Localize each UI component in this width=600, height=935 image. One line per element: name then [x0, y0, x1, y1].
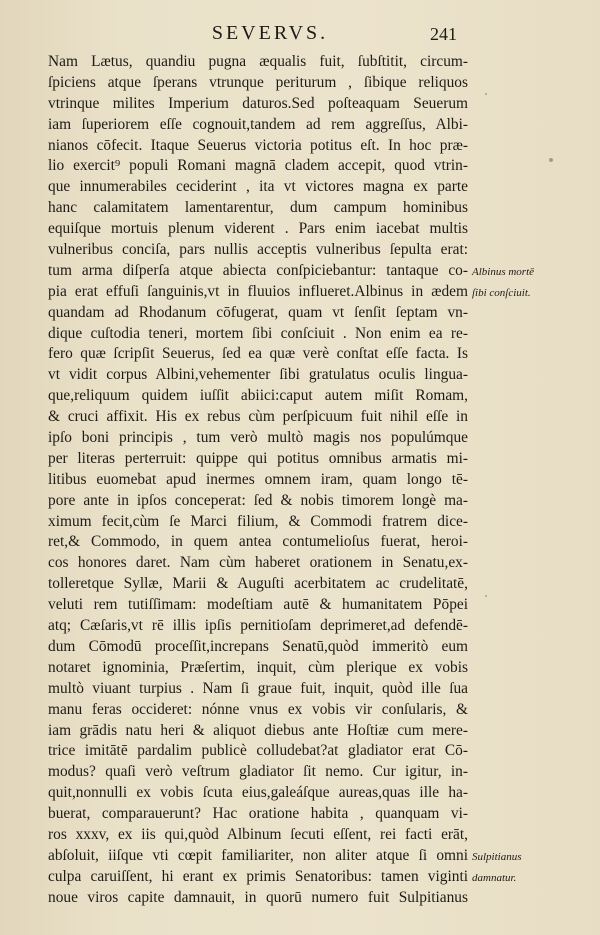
- text-line: tum arma diſperſa atque abiecta conſpiciebantur: tantaque co-: [48, 261, 468, 279]
- text-line: Nam Lætus, quandiu pugna æqualis fuit, ſubſtitit, circum-: [48, 53, 468, 70]
- text-line: pore ante in ipſos conceperat: ſed & nobis timorem longè ma-: [48, 491, 468, 509]
- text-line: ſpiciens atque ſperans vtrunque periturum , ſibique reliquos: [48, 73, 468, 91]
- text-line: trice imitātē pardalim publicè colludebat?at gladiator erat Cō-: [48, 742, 468, 760]
- ink-speck: [485, 93, 487, 95]
- margin-note: Sulpitianus: [472, 851, 522, 864]
- text-line: cos honores daret. Nam cùm haberet orationem in Senatu,ex-: [48, 554, 468, 572]
- text-line: equiſque mortuis plenum viderent . Pars enim iacebat multis: [48, 220, 468, 238]
- text-line: modus? quaſi verò veſtrum gladiator ſit nemo. Cur igitur, in-: [48, 763, 468, 781]
- text-line: iam ſuperiorem eſſe cognouit,tandem ad rem aggreſſus, Albi-: [48, 115, 468, 133]
- text-line: lio exercit⁹ populi Romani magnā cladem accepit, quod vtrin-: [48, 157, 468, 175]
- text-line: per literas perterruit: quippe qui potitus omnibus armatis mi-: [48, 449, 468, 467]
- text-line: ximum fecit,cùm ſe Marci filium, & Commodi fratrem dice-: [48, 512, 468, 530]
- text-line: multò viuant turpius . Nam ſi graue fuit, inquit, quòd ille ſua: [48, 679, 468, 697]
- text-line: atq; Cæſaris,vt rē illis ipſis pernitioſam deprimeret,ad defendē-: [48, 617, 468, 635]
- text-line: fero quæ ſcripſit Seuerus, ſed ea quæ verè conſtat eſſe facta. Is: [48, 345, 468, 363]
- text-line: buerat, comparauerunt? Hac oratione habita , quanquam vi-: [48, 805, 468, 823]
- text-line: notaret ignominia, Præſertim, inquit, cùm plerique ex vobis: [48, 658, 468, 676]
- text-line: nianos cōfecit. Itaque Seuerus victoria potitus eſt. In hoc præ-: [48, 136, 468, 154]
- margin-note: Albinus mortē: [472, 266, 535, 278]
- text-line: tolleretque Syllæ, Marii & Auguſti acerbitatem ac crudelitatē,: [48, 575, 468, 593]
- text-line: pia erat effuſi ſanguinis,vt in fluuios influeret.Albinus in ædem: [48, 282, 468, 300]
- ink-speck: [485, 595, 487, 597]
- text-line: vulneribus conciſa, pars nullis acceptis vulneribus ſepulta erat:: [48, 241, 468, 259]
- text-line: vt vidit corpus Albini,vehementer ſibi gratulatus oculis lingua-: [48, 366, 468, 384]
- text-line: quit,nonnulli ex vobis ſcuta eius,galeáſque aureas,quas ille ha-: [48, 784, 468, 802]
- text-line: dique cuſtodia teneri, mortem ſibi conſciuit . Non enim ea re-: [48, 324, 468, 342]
- page-number: 241: [430, 24, 457, 44]
- text-line: culpa caruiſſent, hi erant ex primis Senatoribus: tamen viginti: [48, 867, 468, 885]
- text-line: ret,& Commodo, in quem antea contumelioſus fuerat, heroi-: [48, 533, 468, 551]
- margin-note: ſibi conſciuit.: [472, 286, 531, 299]
- ink-speck: [549, 158, 553, 162]
- text-line: abſoluit, iiſque vti cœpit familiariter, non aliter atque ſi omni: [48, 846, 468, 864]
- text-line: noue viros capite damnauit, in quorū numero fuit Sulpitianus: [48, 888, 468, 906]
- text-line: veluti rem tutiſſimam: modeſtiam autē & humanitatem Pōpei: [48, 596, 468, 614]
- text-line: que,reliquum quidem iuſſit abiici:caput autem miſit Romam,: [48, 387, 468, 405]
- text-line: ipſo boni principis , tum verò multò magis nos populúmque: [48, 429, 468, 447]
- text-line: dum Cōmodū proceſſit,increpans Senatū,quòd immeritò eum: [48, 637, 468, 655]
- text-line: manu feras occideret: nónne vnus ex vobis vir conſularis, &: [48, 700, 468, 718]
- text-line: vtrinque milites Imperium daturos.Sed poſteaquam Seuerum: [48, 94, 468, 112]
- text-line: iam grādis natu heri & aliquot diebus ante Hoſtiæ cum mere-: [48, 721, 468, 739]
- body-text: [48, 52, 468, 909]
- text-line: quandam ad Rhodanum cōfugerat, quam vt ſenſit ſeptam vn-: [48, 303, 468, 321]
- text-line: que innumerabiles ceciderint , ita vt victores magna ex parte: [48, 178, 468, 196]
- running-head: SEVERVS.: [211, 22, 329, 44]
- margin-note: damnatur.: [472, 872, 517, 885]
- text-line: ros xxxv, ex iis qui,quòd Albinum ſecuti eſſent, rei facti erāt,: [48, 825, 468, 843]
- text-line: hanc calamitatem lamentarentur, dum campum hominibus: [48, 199, 468, 217]
- text-line: & cruci affixit. His ex rebus cùm perſpicuum fuit nihil eſſe in: [48, 408, 468, 426]
- text-line: litibus euomebat apud inermes omnem iram, quam longo tē-: [48, 470, 468, 488]
